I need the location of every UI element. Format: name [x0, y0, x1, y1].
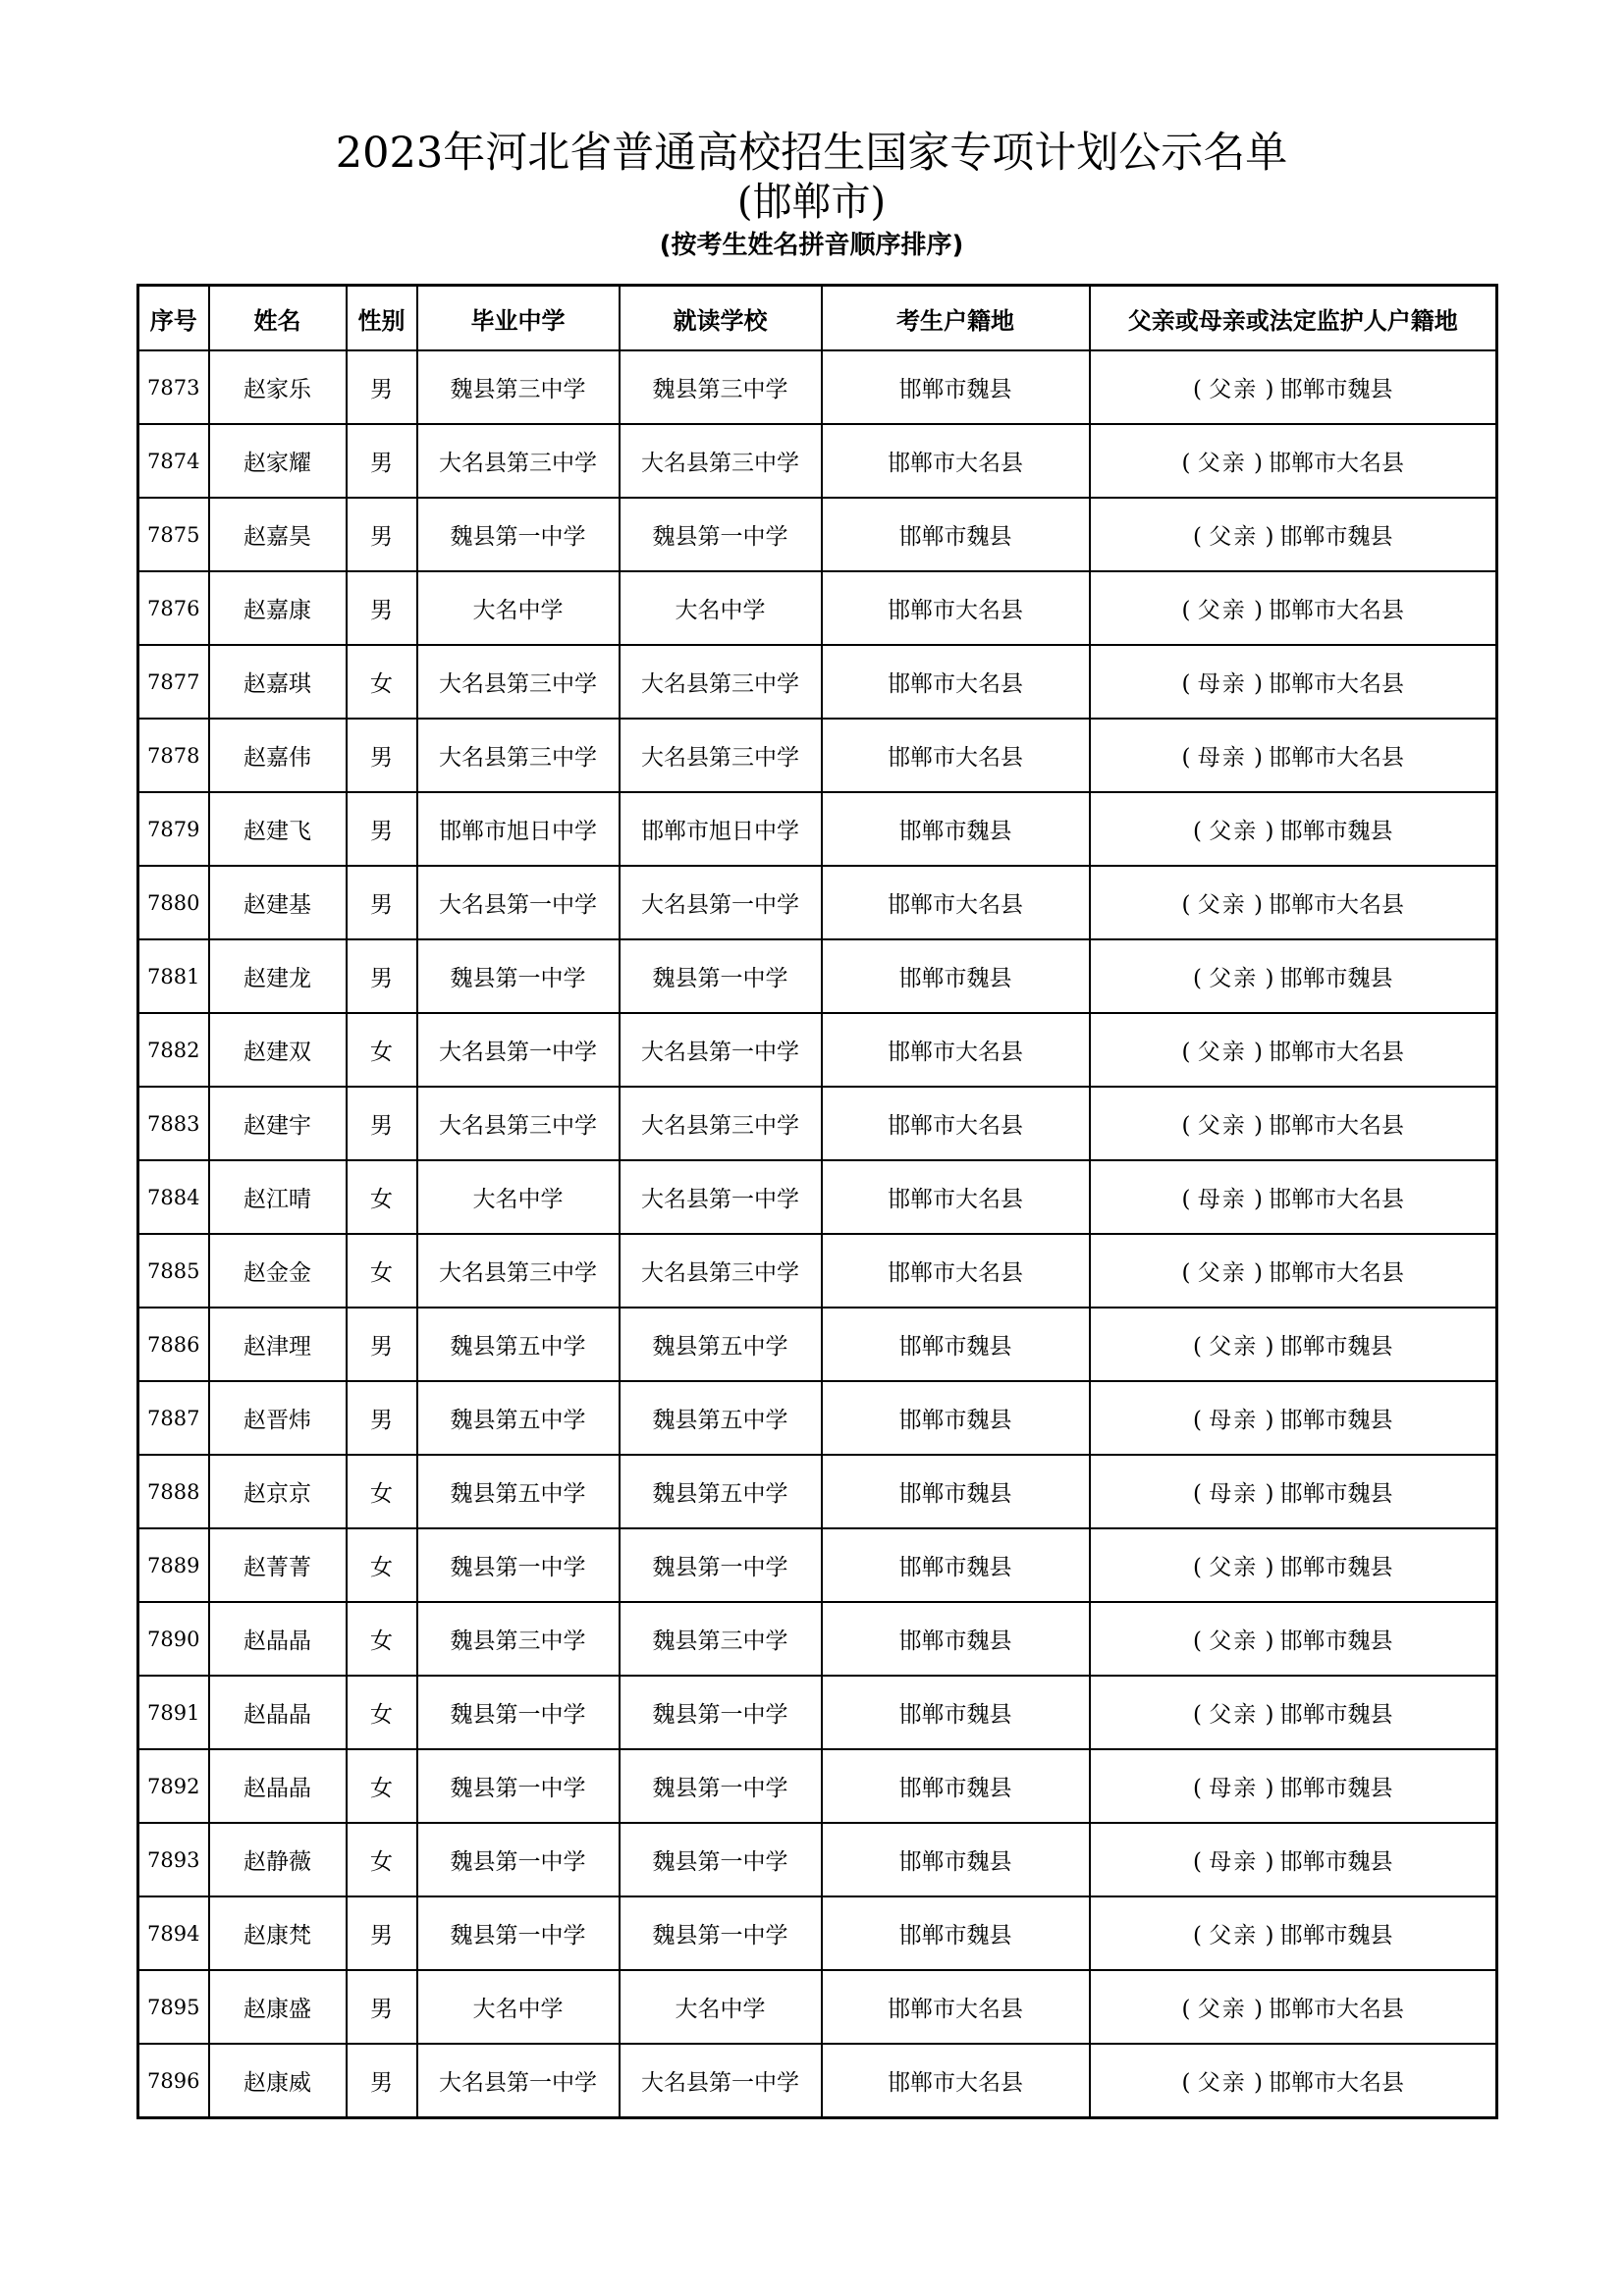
guardian-hukou-value: 邯郸市魏县: [1279, 1923, 1393, 1949]
student-hukou-cell: 邯郸市大名县: [822, 424, 1090, 498]
serial-no-cell: 7888: [138, 1455, 209, 1528]
guardian-relation: 母亲: [1209, 1481, 1259, 1507]
student-hukou-cell: 邯郸市大名县: [822, 2044, 1090, 2118]
sort-order-note: (按考生姓名拼音顺序排序): [659, 231, 964, 260]
current-school-cell: 大名县第一中学: [620, 1160, 822, 1234]
current-school-cell: 大名县第三中学: [620, 719, 822, 792]
current-school-cell: 大名县第一中学: [620, 866, 822, 939]
guardian-relation: 父亲: [1209, 524, 1259, 550]
current-school-cell: 魏县第一中学: [620, 1896, 822, 1970]
guardian-hukou-cell: ( 父亲 ) 邯郸市魏县: [1090, 350, 1497, 424]
table-row: [138, 1528, 1497, 1602]
serial-no-cell: 7891: [138, 1676, 209, 1749]
guardian-hukou-cell: ( 父亲 ) 邯郸市魏县: [1090, 498, 1497, 571]
gender-cell: 女: [347, 1676, 417, 1749]
name-cell: 赵建龙: [209, 939, 347, 1013]
table-row: [138, 1676, 1497, 1749]
header-student-hukou: 考生户籍地: [822, 286, 1090, 351]
guardian-hukou-cell: ( 母亲 ) 邯郸市大名县: [1090, 1160, 1497, 1234]
gender-cell: 男: [347, 350, 417, 424]
graduation-school-cell: 大名县第三中学: [417, 1234, 620, 1308]
graduation-school-cell: 魏县第五中学: [417, 1381, 620, 1455]
guardian-relation: 母亲: [1209, 1776, 1259, 1801]
name-cell: 赵建双: [209, 1013, 347, 1087]
graduation-school-cell: 魏县第一中学: [417, 1528, 620, 1602]
guardian-hukou-cell: ( 父亲 ) 邯郸市魏县: [1090, 1896, 1497, 1970]
header-name: 姓名: [209, 286, 347, 351]
student-hukou-cell: 邯郸市魏县: [822, 1308, 1090, 1381]
gender-cell: 女: [347, 645, 417, 719]
guardian-hukou-cell: ( 母亲 ) 邯郸市大名县: [1090, 719, 1497, 792]
table-row: [138, 498, 1497, 571]
gender-cell: 女: [347, 1234, 417, 1308]
current-school-cell: 大名中学: [620, 571, 822, 645]
guardian-hukou-cell: ( 父亲 ) 邯郸市大名县: [1090, 1087, 1497, 1160]
student-hukou-cell: 邯郸市魏县: [822, 1676, 1090, 1749]
student-hukou-cell: 邯郸市大名县: [822, 571, 1090, 645]
graduation-school-cell: 魏县第五中学: [417, 1308, 620, 1381]
table-row: [138, 792, 1497, 866]
gender-cell: 男: [347, 571, 417, 645]
gender-cell: 女: [347, 1749, 417, 1823]
name-cell: 赵津理: [209, 1308, 347, 1381]
graduation-school-cell: 魏县第一中学: [417, 1896, 620, 1970]
page-subtitle-city: (邯郸市): [736, 180, 887, 225]
guardian-hukou-value: 邯郸市大名县: [1269, 451, 1405, 476]
guardian-hukou-cell: ( 母亲 ) 邯郸市魏县: [1090, 1749, 1497, 1823]
name-cell: 赵晶晶: [209, 1749, 347, 1823]
serial-no-cell: 7877: [138, 645, 209, 719]
guardian-hukou-cell: ( 母亲 ) 邯郸市魏县: [1090, 1455, 1497, 1528]
student-hukou-cell: 邯郸市大名县: [822, 719, 1090, 792]
gender-cell: 男: [347, 2044, 417, 2118]
guardian-hukou-cell: ( 父亲 ) 邯郸市大名县: [1090, 1234, 1497, 1308]
guardian-relation: 父亲: [1197, 1997, 1247, 2022]
table-row: [138, 645, 1497, 719]
current-school-cell: 魏县第一中学: [620, 1528, 822, 1602]
current-school-cell: 大名县第一中学: [620, 2044, 822, 2118]
guardian-hukou-value: 邯郸市大名县: [1269, 892, 1405, 918]
guardian-hukou-value: 邯郸市大名县: [1269, 598, 1405, 623]
guardian-hukou-cell: ( 母亲 ) 邯郸市大名县: [1090, 645, 1497, 719]
gender-cell: 男: [347, 866, 417, 939]
student-hukou-cell: 邯郸市魏县: [822, 1749, 1090, 1823]
guardian-hukou-cell: ( 父亲 ) 邯郸市魏县: [1090, 1308, 1497, 1381]
guardian-relation: 母亲: [1197, 745, 1247, 771]
serial-no-cell: 7878: [138, 719, 209, 792]
header-graduation-school: 毕业中学: [417, 286, 620, 351]
guardian-hukou-value: 邯郸市大名县: [1269, 745, 1405, 771]
guardian-relation: 父亲: [1197, 451, 1247, 476]
guardian-relation: 父亲: [1209, 1702, 1259, 1728]
guardian-hukou-cell: ( 父亲 ) 邯郸市大名县: [1090, 1970, 1497, 2044]
name-cell: 赵晶晶: [209, 1676, 347, 1749]
graduation-school-cell: 魏县第一中学: [417, 939, 620, 1013]
table-row: [138, 1602, 1497, 1676]
name-cell: 赵建宇: [209, 1087, 347, 1160]
name-cell: 赵建基: [209, 866, 347, 939]
guardian-hukou-value: 邯郸市魏县: [1279, 1555, 1393, 1580]
serial-no-cell: 7889: [138, 1528, 209, 1602]
table-row: [138, 866, 1497, 939]
graduation-school-cell: 魏县第三中学: [417, 350, 620, 424]
name-cell: 赵晋炜: [209, 1381, 347, 1455]
serial-no-cell: 7883: [138, 1087, 209, 1160]
graduation-school-cell: 魏县第一中学: [417, 498, 620, 571]
guardian-relation: 父亲: [1209, 377, 1259, 402]
table-row: [138, 1087, 1497, 1160]
table-row: [138, 1013, 1497, 1087]
current-school-cell: 大名县第三中学: [620, 645, 822, 719]
table-row: [138, 424, 1497, 498]
serial-no-cell: 7887: [138, 1381, 209, 1455]
gender-cell: 女: [347, 1823, 417, 1896]
graduation-school-cell: 魏县第一中学: [417, 1749, 620, 1823]
guardian-hukou-value: 邯郸市魏县: [1279, 1629, 1393, 1654]
page-title: 2023年河北省普通高校招生国家专项计划公示名单: [335, 129, 1288, 178]
guardian-relation: 父亲: [1197, 1260, 1247, 1286]
student-hukou-cell: 邯郸市大名县: [822, 1160, 1090, 1234]
guardian-hukou-value: 邯郸市魏县: [1279, 966, 1393, 991]
guardian-relation: 父亲: [1197, 892, 1247, 918]
graduation-school-cell: 大名县第三中学: [417, 424, 620, 498]
student-hukou-cell: 邯郸市大名县: [822, 1234, 1090, 1308]
gender-cell: 男: [347, 719, 417, 792]
current-school-cell: 魏县第一中学: [620, 1676, 822, 1749]
serial-no-cell: 7880: [138, 866, 209, 939]
guardian-relation: 父亲: [1197, 2070, 1247, 2096]
gender-cell: 男: [347, 1308, 417, 1381]
header-gender: 性别: [347, 286, 417, 351]
guardian-hukou-value: 邯郸市大名县: [1269, 1997, 1405, 2022]
table-row: [138, 939, 1497, 1013]
guardian-hukou-value: 邯郸市魏县: [1279, 1702, 1393, 1728]
guardian-relation: 父亲: [1209, 1334, 1259, 1360]
guardian-relation: 父亲: [1209, 1555, 1259, 1580]
student-hukou-cell: 邯郸市大名县: [822, 1087, 1090, 1160]
table-row: [138, 1308, 1497, 1381]
serial-no-cell: 7881: [138, 939, 209, 1013]
gender-cell: 男: [347, 498, 417, 571]
current-school-cell: 魏县第三中学: [620, 1602, 822, 1676]
table-row: [138, 1160, 1497, 1234]
gender-cell: 男: [347, 1970, 417, 2044]
guardian-relation: 父亲: [1197, 598, 1247, 623]
name-cell: 赵嘉昊: [209, 498, 347, 571]
guardian-hukou-value: 邯郸市魏县: [1279, 1849, 1393, 1875]
student-hukou-cell: 邯郸市魏县: [822, 939, 1090, 1013]
current-school-cell: 魏县第五中学: [620, 1455, 822, 1528]
guardian-relation: 父亲: [1209, 1923, 1259, 1949]
name-cell: 赵京京: [209, 1455, 347, 1528]
table-row: [138, 2044, 1497, 2118]
table-header-row: [138, 286, 1497, 351]
gender-cell: 男: [347, 1087, 417, 1160]
guardian-relation: 母亲: [1197, 1187, 1247, 1212]
gender-cell: 男: [347, 1896, 417, 1970]
guardian-relation: 父亲: [1197, 1040, 1247, 1065]
gender-cell: 女: [347, 1013, 417, 1087]
gender-cell: 男: [347, 1381, 417, 1455]
student-hukou-cell: 邯郸市魏县: [822, 1528, 1090, 1602]
current-school-cell: 大名县第三中学: [620, 1234, 822, 1308]
name-cell: 赵江晴: [209, 1160, 347, 1234]
table-row: [138, 350, 1497, 424]
current-school-cell: 大名县第一中学: [620, 1013, 822, 1087]
guardian-hukou-cell: ( 父亲 ) 邯郸市大名县: [1090, 571, 1497, 645]
guardian-hukou-value: 邯郸市魏县: [1279, 524, 1393, 550]
table-row: [138, 1381, 1497, 1455]
graduation-school-cell: 魏县第三中学: [417, 1602, 620, 1676]
name-cell: 赵嘉康: [209, 571, 347, 645]
serial-no-cell: 7896: [138, 2044, 209, 2118]
student-hukou-cell: 邯郸市魏县: [822, 498, 1090, 571]
guardian-hukou-cell: ( 母亲 ) 邯郸市魏县: [1090, 1823, 1497, 1896]
name-cell: 赵嘉琪: [209, 645, 347, 719]
guardian-relation: 父亲: [1209, 819, 1259, 844]
graduation-school-cell: 大名中学: [417, 1970, 620, 2044]
table-row: [138, 1455, 1497, 1528]
current-school-cell: 魏县第三中学: [620, 350, 822, 424]
graduation-school-cell: 大名县第三中学: [417, 719, 620, 792]
serial-no-cell: 7885: [138, 1234, 209, 1308]
serial-no-cell: 7894: [138, 1896, 209, 1970]
name-cell: 赵康盛: [209, 1970, 347, 2044]
guardian-hukou-value: 邯郸市魏县: [1279, 1408, 1393, 1433]
current-school-cell: 魏县第五中学: [620, 1308, 822, 1381]
serial-no-cell: 7876: [138, 571, 209, 645]
current-school-cell: 魏县第五中学: [620, 1381, 822, 1455]
table-row: [138, 1749, 1497, 1823]
guardian-hukou-value: 邯郸市大名县: [1269, 671, 1405, 697]
guardian-hukou-cell: ( 父亲 ) 邯郸市魏县: [1090, 1528, 1497, 1602]
guardian-relation: 父亲: [1209, 966, 1259, 991]
student-hukou-cell: 邯郸市魏县: [822, 1455, 1090, 1528]
guardian-hukou-value: 邯郸市大名县: [1269, 1040, 1405, 1065]
guardian-hukou-cell: ( 父亲 ) 邯郸市大名县: [1090, 2044, 1497, 2118]
student-hukou-cell: 邯郸市大名县: [822, 1013, 1090, 1087]
gender-cell: 男: [347, 424, 417, 498]
header-guardian-hukou: 父亲或母亲或法定监护人户籍地: [1090, 286, 1497, 351]
header-serial-no: 序号: [138, 286, 209, 351]
serial-no-cell: 7895: [138, 1970, 209, 2044]
serial-no-cell: 7879: [138, 792, 209, 866]
current-school-cell: 大名中学: [620, 1970, 822, 2044]
student-hukou-cell: 邯郸市魏县: [822, 1823, 1090, 1896]
gender-cell: 女: [347, 1455, 417, 1528]
header-current-school: 就读学校: [620, 286, 822, 351]
guardian-relation: 母亲: [1197, 671, 1247, 697]
current-school-cell: 大名县第三中学: [620, 424, 822, 498]
guardian-hukou-value: 邯郸市大名县: [1269, 1113, 1405, 1139]
current-school-cell: 魏县第一中学: [620, 1823, 822, 1896]
guardian-hukou-value: 邯郸市大名县: [1269, 1187, 1405, 1212]
guardian-relation: 父亲: [1209, 1629, 1259, 1654]
guardian-hukou-cell: ( 父亲 ) 邯郸市魏县: [1090, 1676, 1497, 1749]
name-cell: 赵家乐: [209, 350, 347, 424]
serial-no-cell: 7890: [138, 1602, 209, 1676]
table-row: [138, 571, 1497, 645]
graduation-school-cell: 大名县第一中学: [417, 1013, 620, 1087]
name-cell: 赵金金: [209, 1234, 347, 1308]
guardian-relation: 母亲: [1209, 1849, 1259, 1875]
graduation-school-cell: 大名县第一中学: [417, 866, 620, 939]
admission-roster-table: [136, 284, 1498, 2119]
serial-no-cell: 7873: [138, 350, 209, 424]
guardian-hukou-cell: ( 父亲 ) 邯郸市魏县: [1090, 939, 1497, 1013]
guardian-relation: 父亲: [1197, 1113, 1247, 1139]
serial-no-cell: 7884: [138, 1160, 209, 1234]
current-school-cell: 魏县第一中学: [620, 939, 822, 1013]
guardian-hukou-value: 邯郸市魏县: [1279, 819, 1393, 844]
table-row: [138, 1970, 1497, 2044]
table-row: [138, 1823, 1497, 1896]
current-school-cell: 魏县第一中学: [620, 498, 822, 571]
gender-cell: 女: [347, 1602, 417, 1676]
serial-no-cell: 7874: [138, 424, 209, 498]
student-hukou-cell: 邯郸市魏县: [822, 1381, 1090, 1455]
table-row: [138, 1234, 1497, 1308]
graduation-school-cell: 魏县第一中学: [417, 1823, 620, 1896]
guardian-hukou-value: 邯郸市魏县: [1279, 377, 1393, 402]
table-body: [138, 350, 1497, 2118]
graduation-school-cell: 魏县第五中学: [417, 1455, 620, 1528]
guardian-hukou-cell: ( 父亲 ) 邯郸市魏县: [1090, 792, 1497, 866]
name-cell: 赵静薇: [209, 1823, 347, 1896]
gender-cell: 女: [347, 1160, 417, 1234]
gender-cell: 男: [347, 792, 417, 866]
student-hukou-cell: 邯郸市魏县: [822, 1602, 1090, 1676]
gender-cell: 男: [347, 939, 417, 1013]
graduation-school-cell: 大名县第一中学: [417, 2044, 620, 2118]
guardian-hukou-cell: ( 父亲 ) 邯郸市大名县: [1090, 1013, 1497, 1087]
name-cell: 赵晶晶: [209, 1602, 347, 1676]
graduation-school-cell: 大名中学: [417, 571, 620, 645]
student-hukou-cell: 邯郸市魏县: [822, 1896, 1090, 1970]
guardian-hukou-value: 邯郸市魏县: [1279, 1776, 1393, 1801]
gender-cell: 女: [347, 1528, 417, 1602]
name-cell: 赵建飞: [209, 792, 347, 866]
guardian-hukou-value: 邯郸市魏县: [1279, 1334, 1393, 1360]
guardian-hukou-value: 邯郸市大名县: [1269, 2070, 1405, 2096]
current-school-cell: 魏县第一中学: [620, 1749, 822, 1823]
guardian-hukou-value: 邯郸市魏县: [1279, 1481, 1393, 1507]
current-school-cell: 大名县第三中学: [620, 1087, 822, 1160]
name-cell: 赵康梵: [209, 1896, 347, 1970]
graduation-school-cell: 魏县第一中学: [417, 1676, 620, 1749]
serial-no-cell: 7892: [138, 1749, 209, 1823]
student-hukou-cell: 邯郸市大名县: [822, 1970, 1090, 2044]
guardian-hukou-value: 邯郸市大名县: [1269, 1260, 1405, 1286]
serial-no-cell: 7882: [138, 1013, 209, 1087]
table-row: [138, 1896, 1497, 1970]
guardian-hukou-cell: ( 母亲 ) 邯郸市魏县: [1090, 1381, 1497, 1455]
graduation-school-cell: 大名县第三中学: [417, 645, 620, 719]
name-cell: 赵康威: [209, 2044, 347, 2118]
name-cell: 赵家耀: [209, 424, 347, 498]
name-cell: 赵嘉伟: [209, 719, 347, 792]
serial-no-cell: 7886: [138, 1308, 209, 1381]
graduation-school-cell: 邯郸市旭日中学: [417, 792, 620, 866]
guardian-hukou-cell: ( 父亲 ) 邯郸市魏县: [1090, 1602, 1497, 1676]
guardian-hukou-cell: ( 父亲 ) 邯郸市大名县: [1090, 866, 1497, 939]
graduation-school-cell: 大名县第三中学: [417, 1087, 620, 1160]
student-hukou-cell: 邯郸市魏县: [822, 792, 1090, 866]
name-cell: 赵菁菁: [209, 1528, 347, 1602]
graduation-school-cell: 大名中学: [417, 1160, 620, 1234]
table-row: [138, 719, 1497, 792]
student-hukou-cell: 邯郸市大名县: [822, 866, 1090, 939]
serial-no-cell: 7893: [138, 1823, 209, 1896]
guardian-hukou-cell: ( 父亲 ) 邯郸市大名县: [1090, 424, 1497, 498]
current-school-cell: 邯郸市旭日中学: [620, 792, 822, 866]
student-hukou-cell: 邯郸市魏县: [822, 350, 1090, 424]
serial-no-cell: 7875: [138, 498, 209, 571]
guardian-relation: 母亲: [1209, 1408, 1259, 1433]
student-hukou-cell: 邯郸市大名县: [822, 645, 1090, 719]
